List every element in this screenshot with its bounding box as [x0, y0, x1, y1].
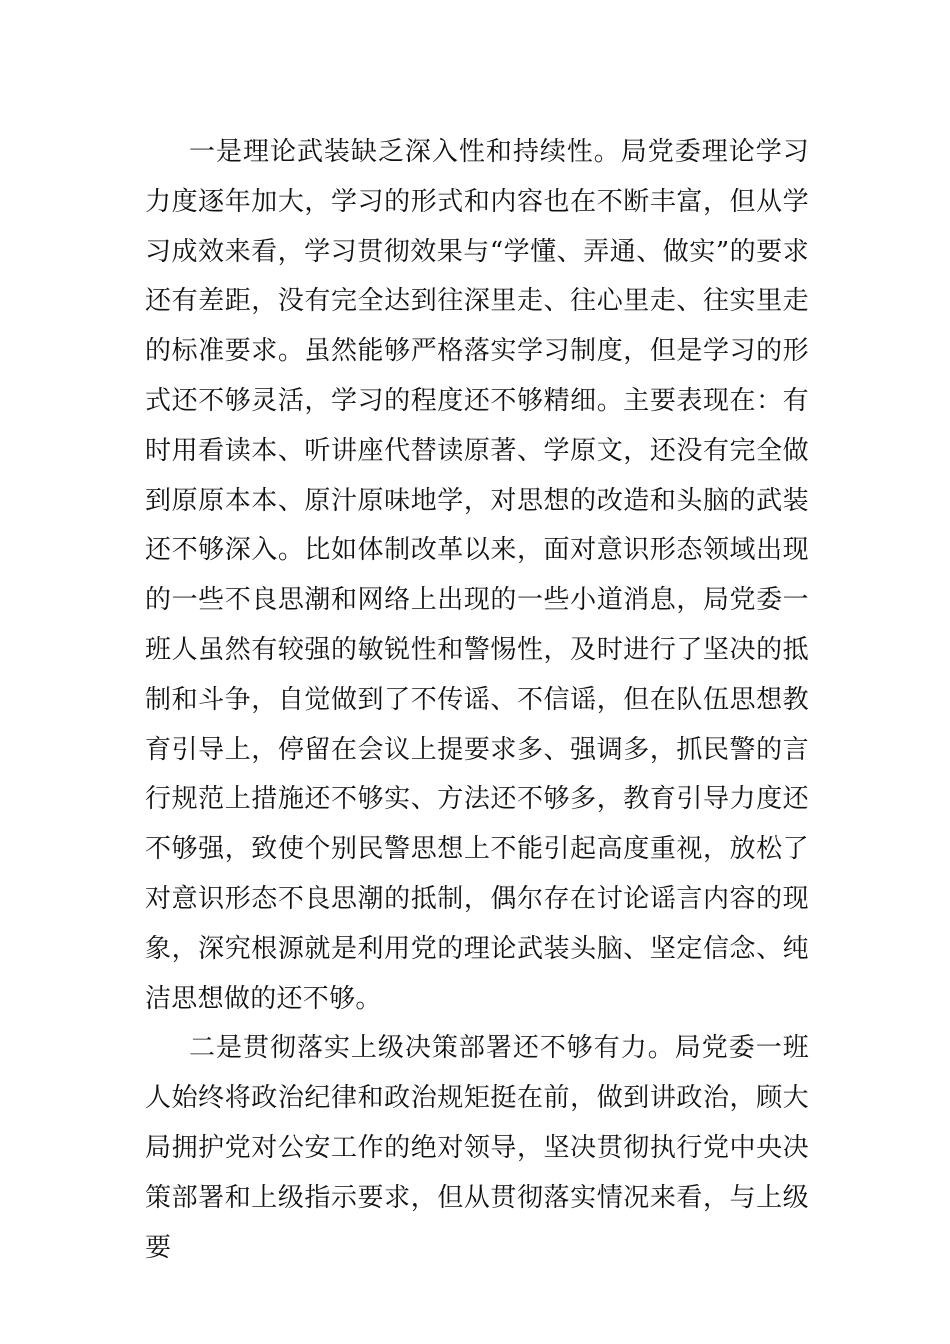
paragraph-implementation: 二是贯彻落实上级决策部署还不够有力。局党委一班人始终将政治纪律和政治规矩挺在前，做到讲政治，顾大局拥护党对公安工作的绝对领导，坚决贯彻执行党中央决策部署和上级指示要求，但从贯彻落实情况来看，与上级要	[145, 1033, 809, 1263]
paragraph-theory-armament: 一是理论武装缺乏深入性和持续性。局党委理论学习力度逐年加大，学习的形式和内容也在不断丰富，但从学习成效来看，学习贯彻效果与“学懂、弄通、做实”的要求还有差距，没有完全达到往深里走、往心里走、往实里走的标准要求。虽然能够严格落实学习制度，但是学习的形式还不够灵活，学习的程度还不够精细。主要表现在：有时用看读本、听讲座代替读原著、学原文，还没有完全做到原原本本、原汁原味地学，对思想的改造和头脑的武装还不够深入。比如体制改革以来，面对意识形态领域出现的一些不良思潮和网络上出现的一些小道消息，局党委一班人虽然有较强的敏锐性和警惕性，及时进行了坚决的抵制和斗争，自觉做到了不传谣、不信谣，但在队伍思想教育引导上，停留在会议上提要求多、强调多，抓民警的言行规范上措施还不够实、方法还不够多，教育引导力度还不够强，致使个别民警思想上不能引起高度重视，放松了对意识形态不良思潮的抵制，偶尔存在讨论谣言内容的现象，深究根源就是利用党的理论武装头脑、坚定信念、纯洁思想做的还不够。	[145, 137, 809, 1014]
document-body	[145, 128, 809, 1273]
